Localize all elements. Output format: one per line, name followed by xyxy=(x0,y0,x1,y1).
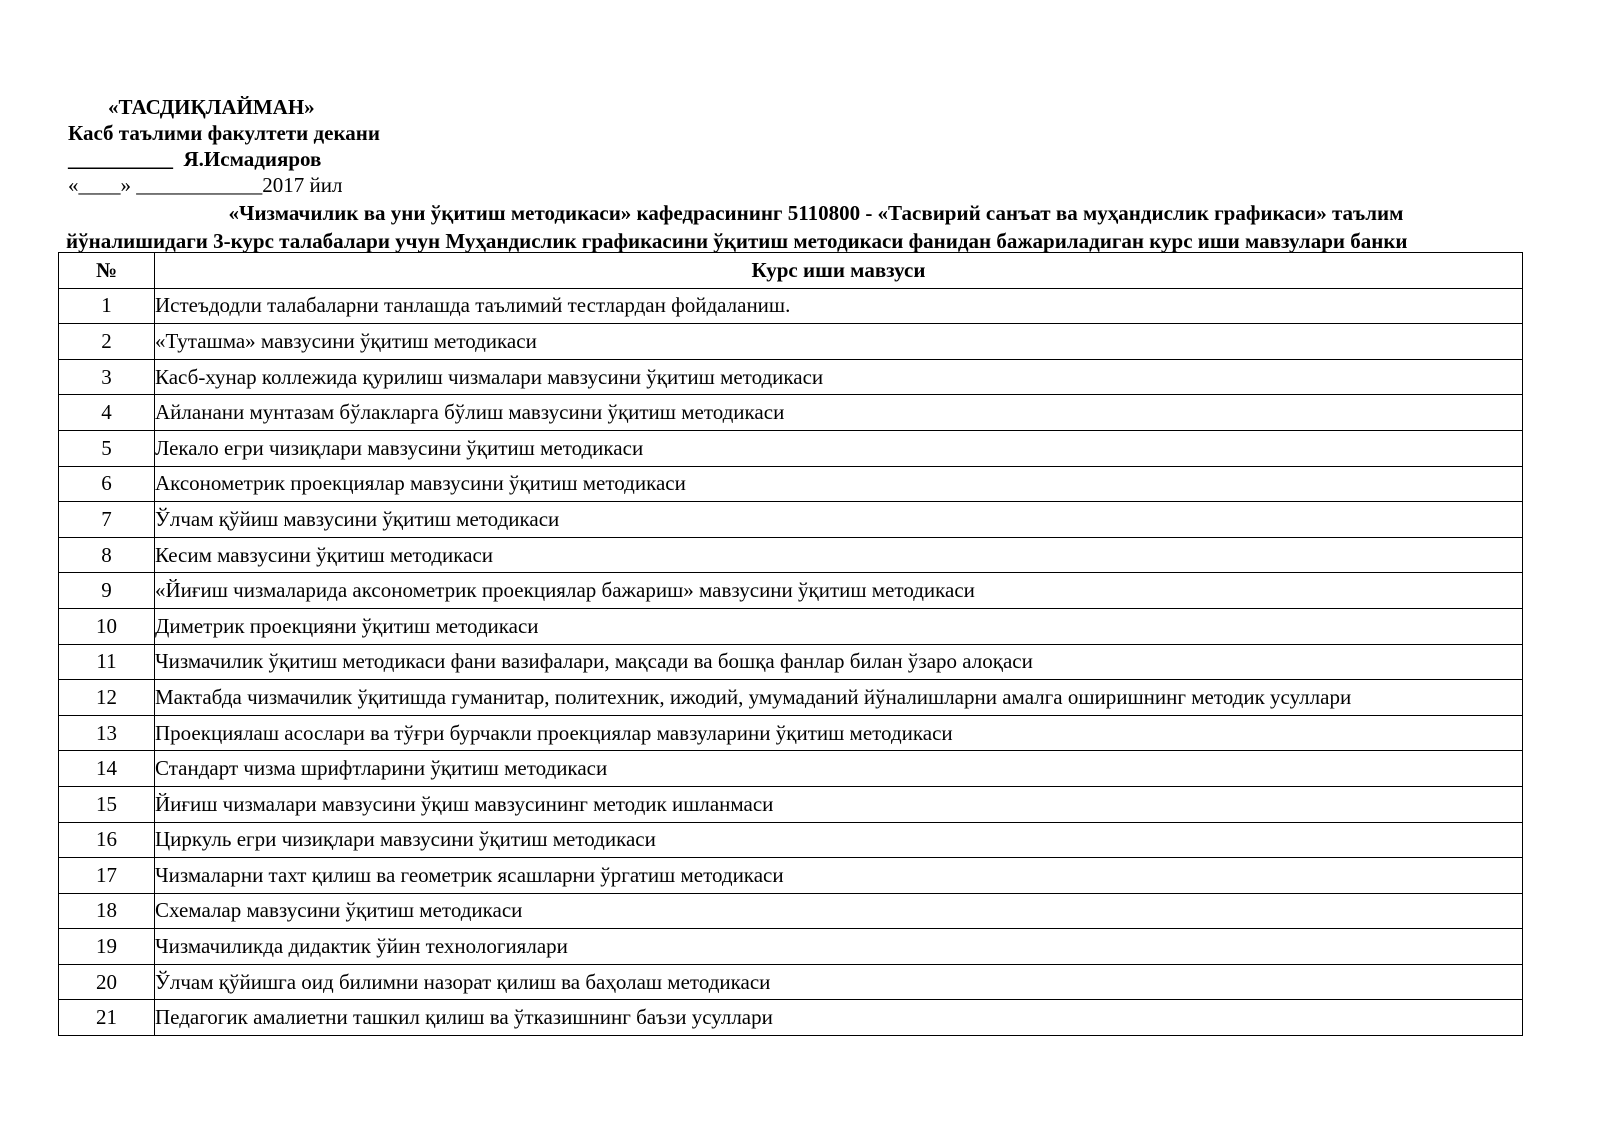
table-row xyxy=(59,644,1523,680)
row-topic: Лекало егри чизиқлари мавзусини ўқитиш методикаси xyxy=(155,430,1523,466)
row-topic: Циркуль егри чизиқлари мавзусини ўқитиш методикаси xyxy=(155,822,1523,858)
row-topic: Кесим мавзусини ўқитиш методикаси xyxy=(155,537,1523,573)
row-number: 12 xyxy=(59,680,155,716)
row-topic: Диметрик проекцияни ўқитиш методикаси xyxy=(155,608,1523,644)
row-number: 14 xyxy=(59,751,155,787)
table-row xyxy=(59,786,1523,822)
table-row xyxy=(59,858,1523,894)
table-row xyxy=(59,324,1523,360)
row-topic: Чизмачилик ўқитиш методикаси фани вазифалари, мақсади ва бошқа фанлар билан ўзаро алоқаси xyxy=(155,644,1523,680)
table-row xyxy=(59,537,1523,573)
signature-row xyxy=(68,146,380,172)
table-row xyxy=(59,715,1523,751)
row-topic: Айланани мунтазам бўлакларга бўлиш мавзусини ўқитиш методикаси xyxy=(155,395,1523,431)
table-row xyxy=(59,1000,1523,1036)
table-row xyxy=(59,502,1523,538)
row-topic: Проекциялаш асослари ва тўғри бурчакли проекциялар мавзуларини ўқитиш методикаси xyxy=(155,715,1523,751)
row-topic: Стандарт чизма шрифтларини ўқитиш методикаси xyxy=(155,751,1523,787)
row-topic: «Туташма» мавзусини ўқитиш методикаси xyxy=(155,324,1523,360)
approval-block xyxy=(68,94,380,198)
row-topic: «Йиғиш чизмаларида аксонометрик проекциялар бажариш» мавзусини ўқитиш методикаси xyxy=(155,573,1523,609)
table-row xyxy=(59,680,1523,716)
signer-name: Я.Исмадияров xyxy=(183,147,322,171)
table-row xyxy=(59,395,1523,431)
row-number: 2 xyxy=(59,324,155,360)
row-number: 11 xyxy=(59,644,155,680)
row-number: 7 xyxy=(59,502,155,538)
row-topic: Аксонометрик проекциялар мавзусини ўқитиш методикаси xyxy=(155,466,1523,502)
row-number: 20 xyxy=(59,964,155,1000)
row-number: 15 xyxy=(59,786,155,822)
row-topic: Истеъдодли талабаларни танлашда таълимий тестлардан фойдаланиш. xyxy=(155,288,1523,324)
row-topic: Касб-хунар коллежида қурилиш чизмалари мавзусини ўқитиш методикаси xyxy=(155,359,1523,395)
table-row xyxy=(59,573,1523,609)
topics-table xyxy=(58,252,1523,1036)
topic-column-header: Курс иши мавзуси xyxy=(155,253,1523,289)
signature-line: __________ xyxy=(68,147,173,171)
row-topic: Ўлчам қўйишга оид билимни назорат қилиш ва баҳолаш методикаси xyxy=(155,964,1523,1000)
row-number: 3 xyxy=(59,359,155,395)
row-topic: Чизмачиликда дидактик ўйин технологиялари xyxy=(155,929,1523,965)
table-body xyxy=(59,288,1523,1035)
row-number: 8 xyxy=(59,537,155,573)
row-number: 6 xyxy=(59,466,155,502)
heading-line-2: йўналишидаги 3-курс талабалари учун Муҳандислик графикасини ўқитиш методикаси фанидан бажариладиган курс иши мавзулари банки xyxy=(66,229,1408,253)
row-number: 4 xyxy=(59,395,155,431)
table-row xyxy=(59,822,1523,858)
row-number: 1 xyxy=(59,288,155,324)
row-topic: Чизмаларни тахт қилиш ва геометрик ясашларни ўргатиш методикаси xyxy=(155,858,1523,894)
heading-line-1: «Чизмачилик ва уни ўқитиш методикаси» кафедрасининг 5110800 - «Тасвирий санъат ва муҳандислик графикаси» таълим xyxy=(228,201,1404,225)
table-row xyxy=(59,359,1523,395)
row-number: 19 xyxy=(59,929,155,965)
row-number: 9 xyxy=(59,573,155,609)
table-header-row xyxy=(59,253,1523,289)
table-row xyxy=(59,893,1523,929)
row-topic: Схемалар мавзусини ўқитиш методикаси xyxy=(155,893,1523,929)
table-row xyxy=(59,964,1523,1000)
row-number: 16 xyxy=(59,822,155,858)
row-topic: Мактабда чизмачилик ўқитишда гуманитар, политехник, ижодий, умумаданий йўналишларни амалга оширишнинг методик усуллари xyxy=(155,680,1523,716)
row-number: 21 xyxy=(59,1000,155,1036)
row-number: 18 xyxy=(59,893,155,929)
row-topic: Ўлчам қўйиш мавзусини ўқитиш методикаси xyxy=(155,502,1523,538)
row-number: 13 xyxy=(59,715,155,751)
document-heading xyxy=(66,199,1546,255)
row-topic: Педагогик амалиетни ташкил қилиш ва ўтказишнинг баъзи усуллари xyxy=(155,1000,1523,1036)
approval-title: «ТАСДИҚЛАЙМАН» xyxy=(108,95,315,119)
table-row xyxy=(59,929,1523,965)
table-row xyxy=(59,751,1523,787)
table-row xyxy=(59,466,1523,502)
number-column-header: № xyxy=(59,253,155,289)
row-topic: Йиғиш чизмалари мавзусини ўқиш мавзусининг методик ишланмаси xyxy=(155,786,1523,822)
row-number: 5 xyxy=(59,430,155,466)
row-number: 17 xyxy=(59,858,155,894)
table-row xyxy=(59,430,1523,466)
row-number: 10 xyxy=(59,608,155,644)
approver-position: Касб таълими факултети декани xyxy=(68,121,380,145)
table-row xyxy=(59,608,1523,644)
date-line: «____» ____________2017 йил xyxy=(68,173,343,197)
table-row xyxy=(59,288,1523,324)
